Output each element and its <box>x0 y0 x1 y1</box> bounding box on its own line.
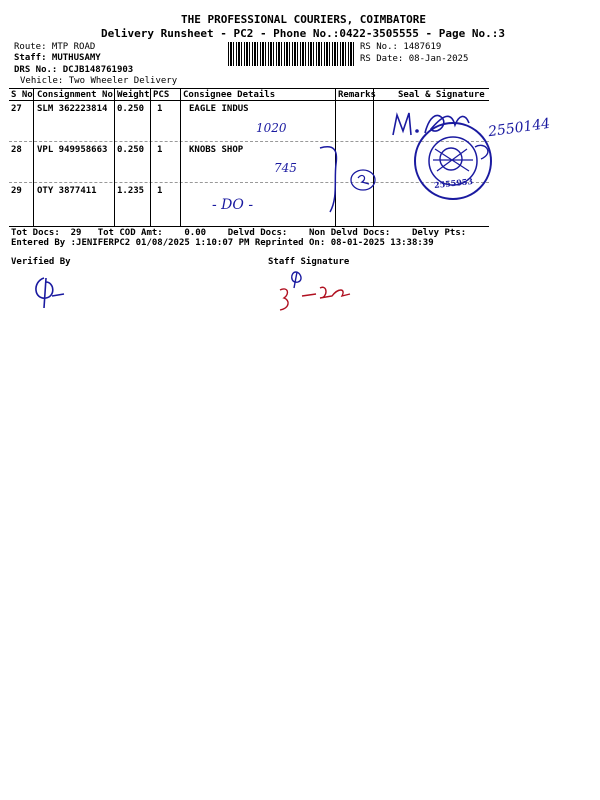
stamp-number: 2555953 <box>433 175 474 191</box>
row-weight: 1.235 <box>117 186 145 196</box>
row-consignee: EAGLE INDUS <box>189 104 249 114</box>
staff-signature-label: Staff Signature <box>268 257 350 267</box>
totals-line: Tot Docs: 29 Tot COD Amt: 0.00 Delvd Docs: Non Delvd Docs: Delvy Pts: <box>11 228 467 238</box>
staff-label: Staff: MUTHUSAMY <box>14 53 101 63</box>
col-header-weight: Weight <box>117 90 150 100</box>
col-header-seal: Seal & Signature <box>398 90 485 100</box>
row-pcs: 1 <box>157 104 163 114</box>
col-header-consignment: Consignment No <box>37 90 113 100</box>
runsheet-subtitle: Delivery Runsheet - PC2 - Phone No.:0422-3505555 - Page No.:3 <box>101 27 505 40</box>
row-consignment: VPL 949958663 <box>37 145 108 155</box>
row-sno: 29 <box>11 186 22 196</box>
rs-number: RS No.: 1487619 <box>360 42 442 52</box>
verified-by-label: Verified By <box>11 257 71 267</box>
staff-signature <box>276 268 366 318</box>
seal-signature <box>385 105 585 215</box>
row-pcs: 1 <box>157 145 163 155</box>
rs-date: RS Date: 08-Jan-2025 <box>360 54 469 64</box>
row-pcs: 1 <box>157 186 163 196</box>
vehicle-label: Vehicle: Two Wheeler Delivery <box>20 76 178 86</box>
col-header-remarks: Remarks <box>338 90 376 100</box>
row-consignment: SLM 362223814 <box>37 104 108 114</box>
seal-signature-digits: 2550144 <box>487 115 552 141</box>
barcode <box>228 42 354 66</box>
handwritten-note: 1020 <box>256 121 287 135</box>
row-consignee: KNOBS SHOP <box>189 145 244 155</box>
col-header-pcs: PCS <box>153 90 170 100</box>
row-sno: 27 <box>11 104 22 114</box>
row-weight: 0.250 <box>117 145 145 155</box>
drs-number: DRS No.: DCJB148761903 <box>14 65 134 75</box>
company-title: THE PROFESSIONAL COURIERS, COIMBATORE <box>181 13 427 26</box>
col-header-sno: S No <box>11 90 33 100</box>
handwritten-note: 745 <box>274 161 297 175</box>
row-consignment: OTY 3877411 <box>37 186 97 196</box>
row-weight: 0.250 <box>117 104 145 114</box>
entered-by-line: Entered By :JENIFERPC2 01/08/2025 1:10:07 PM Reprinted On: 08-01-2025 13:38:39 <box>11 238 434 248</box>
route-label: Route: MTP ROAD <box>14 42 96 52</box>
remarks-bracket-mark <box>300 140 390 220</box>
col-header-consignee: Consignee Details <box>183 90 276 100</box>
row-sno: 28 <box>11 145 22 155</box>
verified-signature <box>30 272 70 312</box>
handwritten-note: - DO - <box>212 197 254 213</box>
